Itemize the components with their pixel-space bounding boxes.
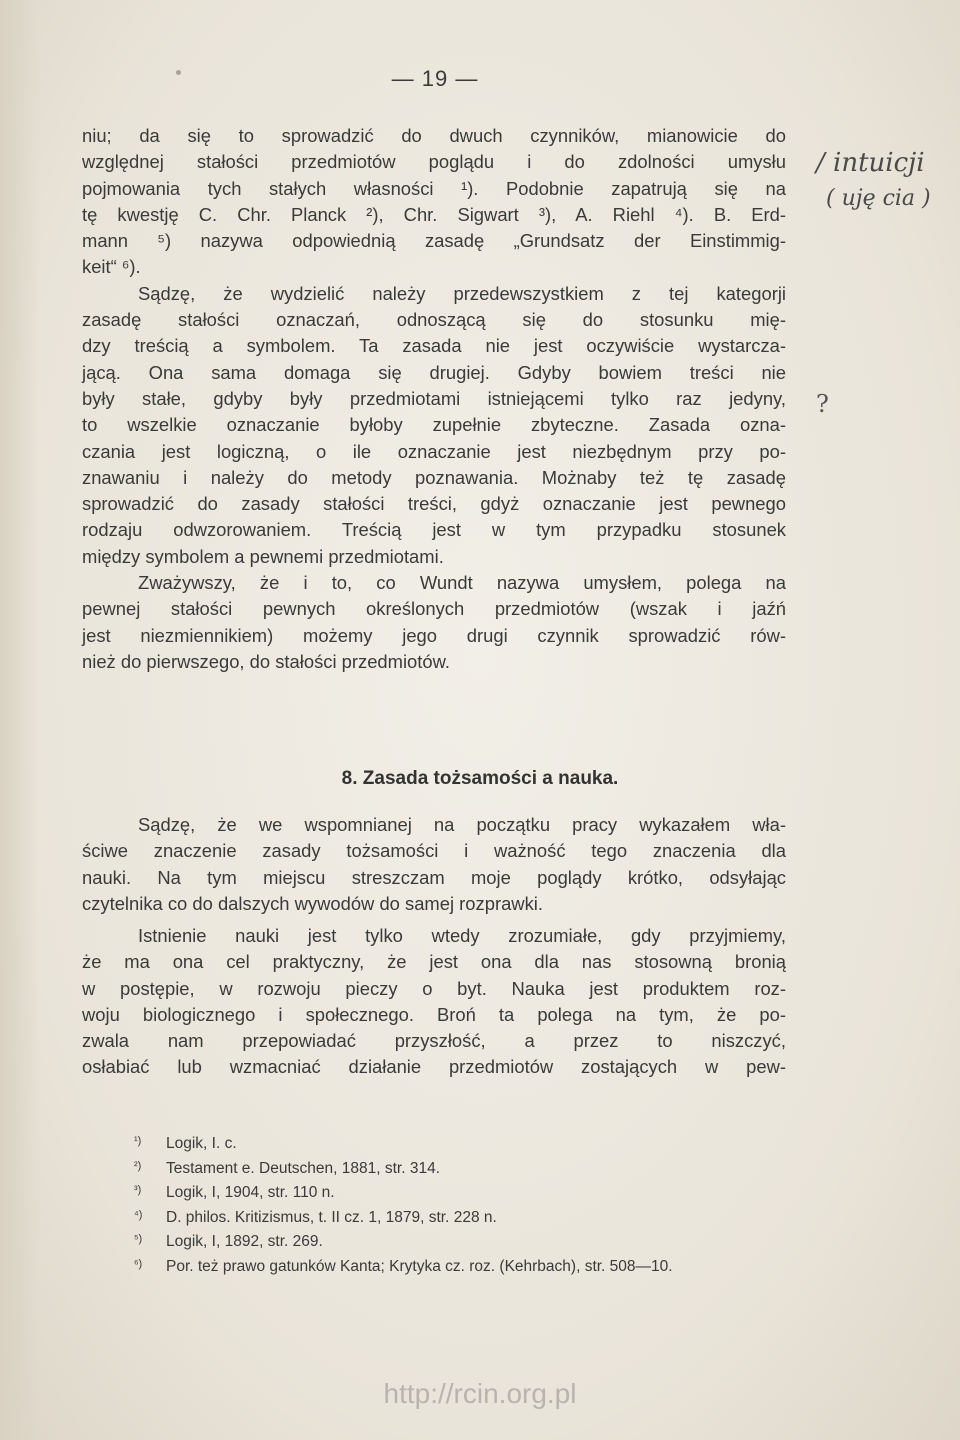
paragraph-1 <box>82 123 786 675</box>
margin-note-line: / intuicji <box>816 148 925 178</box>
text-line: pojmowania tych stałych własności ¹). Podobnie zapatrują się na <box>82 177 786 199</box>
section-heading: 8. Zasada tożsamości a nauka. <box>341 768 619 789</box>
footnote-mark: ³) <box>134 1184 142 1197</box>
text-line: zasadę stałości oznaczań, odnoszącą się do stosunku mię- <box>82 309 786 331</box>
footnote-text: Logik, I. c. <box>166 1135 237 1152</box>
text-line: czytelnika co do dalszych wywodów do samej rozprawki. <box>82 892 543 914</box>
footnote <box>134 1206 794 1231</box>
text-line: Istnienie nauki jest tylko wtedy zrozumiałe, gdy przyjmiemy, <box>138 925 786 946</box>
text-line: znawaniu i należy do metody poznawania. Możnaby też tę zasadę <box>82 466 786 488</box>
text-line: jącą. Ona sama domaga się drugiej. Gdyby bowiem treści nie <box>82 361 786 383</box>
text-line: niu; da się to sprowadzić do dwuch czynników, mianowicie do <box>82 125 786 146</box>
text-line: mann ⁵) nazywa odpowiednią zasadę „Grundsatz der Einstimmig- <box>82 230 786 252</box>
text-line: sprowadzić do zasady stałości treści, gdyż oznaczanie jest pewnego <box>82 493 786 515</box>
text-line: Zważywszy, że i to, co Wundt nazywa umysłem, polega na <box>138 572 786 594</box>
handwritten-question-mark: ? <box>816 390 829 418</box>
text-line: były stałe, gdyby były przedmiotami istniejącemi tylko raz jedyny, <box>82 387 786 409</box>
text-line: ściwe znaczenie zasady tożsamości i ważność tego znaczenia dla <box>82 840 786 862</box>
text-line: jest niezmiennikiem) możemy jego drugi czynnik sprowadzić rów- <box>82 624 786 646</box>
page-edge-shadow <box>0 0 40 1440</box>
footnote-text: D. philos. Kritizismus, t. II cz. 1, 1879, str. 228 n. <box>166 1208 497 1226</box>
text-line: tę kwestję C. Chr. Planck ²), Chr. Sigwart ³), A. Riehl ⁴). B. Erd- <box>82 203 786 225</box>
text-line: nież do pierwszego, do stałości przedmiotów. <box>82 650 451 672</box>
text-line: woju biologicznego i społecznego. Broń ta polega na tym, że po- <box>82 1003 786 1025</box>
footnote <box>134 1132 794 1157</box>
text-line: że ma ona cel praktyczny, że jest ona dla nas stosowną bronią <box>82 951 786 973</box>
footnote-mark: ⁶) <box>134 1257 143 1270</box>
text-line: nauki. Na tym miejscu streszczam moje poglądy krótko, odsyłając <box>82 866 786 888</box>
footnote <box>134 1255 794 1280</box>
handwritten-margin-note <box>806 134 956 224</box>
paragraph-5 <box>82 923 786 1081</box>
footnote-mark: ⁴) <box>134 1208 143 1221</box>
footnote-text: Logik, I, 1892, str. 269. <box>166 1233 323 1251</box>
text-line: Sądzę, że wydzielić należy przedewszystkiem z tej kategorji <box>138 282 786 304</box>
text-line: pewnej stałości pewnych określonych przedmiotów (wszak i jaźń <box>82 598 786 620</box>
text-line: keit“ ⁶). <box>82 256 141 278</box>
page-number: — 19 — <box>391 66 479 91</box>
footnote-text: Por. też prawo gatunków Kanta; Krytyka cz. roz. (Kehrbach), str. 508—10. <box>166 1257 673 1275</box>
text-line: rodzaju odwzorowaniem. Treścią jest w tym przypadku stosunek <box>82 519 786 541</box>
text-line: Sądzę, że we wspomnianej na początku pracy wykazałem wła- <box>138 814 786 835</box>
text-line: między symbolem a pewnemi przedmiotami. <box>82 545 444 567</box>
footnote <box>134 1157 794 1182</box>
text-line: to wszelkie oznaczanie byłoby zupełnie zbyteczne. Zasada ozna- <box>82 414 786 436</box>
text-line: czania jest logiczną, o ile oznaczanie jest niezbędnym przy po- <box>82 440 786 462</box>
footnote-mark: ⁵) <box>134 1233 143 1246</box>
footnote-text: Logik, I, 1904, str. 110 n. <box>166 1184 335 1202</box>
footnotes <box>134 1132 794 1280</box>
text-line: względnej stałości przedmiotów poglądu i do zdolności umysłu <box>82 151 786 173</box>
paragraph-4 <box>82 812 786 917</box>
watermark-url: http://rcin.org.pl <box>383 1378 577 1409</box>
margin-note-line: ( uję cia ) <box>826 186 931 211</box>
footnote <box>134 1230 794 1255</box>
text-line: w postępie, w rozwoju pieczy o byt. Nauka jest produktem roz- <box>82 977 786 999</box>
footnote <box>134 1181 794 1206</box>
footnote-mark: ¹) <box>134 1135 142 1147</box>
text-line: dzy treścią a symbolem. Ta zasada nie jest oczywiście wystarcza- <box>82 335 786 357</box>
footnote-text: Testament e. Deutschen, 1881, str. 314. <box>166 1159 440 1177</box>
text-line: osłabiać lub wzmacniać działanie przedmiotów zostających w pew- <box>82 1056 786 1078</box>
footnote-mark: ²) <box>134 1159 142 1172</box>
text-line: zwala nam przepowiadać przyszłość, a przez to niszczyć, <box>82 1030 786 1052</box>
